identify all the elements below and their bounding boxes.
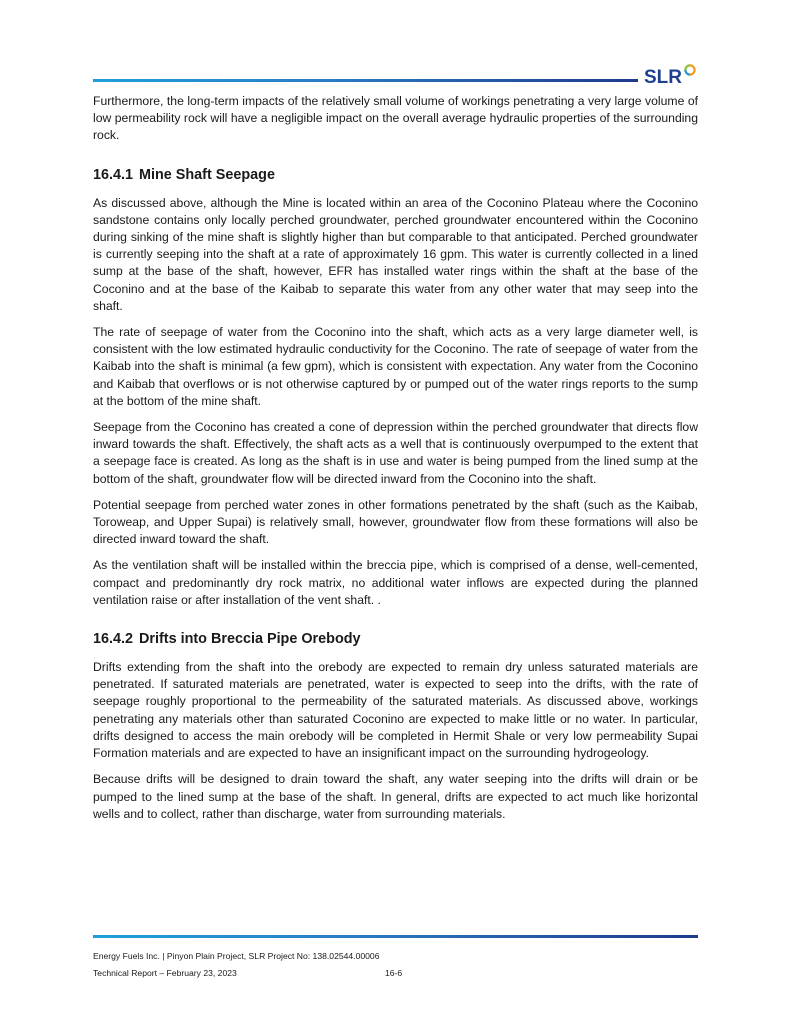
section-heading-drifts — [93, 630, 698, 648]
logo-swirl-icon — [685, 65, 694, 74]
paragraph: Because drifts will be designed to drain toward the shaft, any water seeping into the drifts will drain or be pumped to the lined sump at the base of the shaft. In general, drifts are expected to act much like horizontal wells and to collect, rather than discharge, water from surrounding materials. — [93, 772, 698, 821]
section-title: Mine Shaft Seepage — [139, 166, 275, 183]
header-rule — [93, 79, 638, 82]
footer-line-1 — [93, 951, 379, 962]
section-heading-mine-shaft-seepage — [93, 166, 698, 184]
paragraph: Drifts extending from the shaft into the orebody are expected to remain dry unless saturated materials are penetrated. If saturated materials are penetrated, water is expected to seep into the drifts, with the rate of seepage roughly proportional to the permeability of the saturated materials. As discussed above, workings penetrating any materials other than saturated Coconino are expected to make little or no water. In particular, drifts designed to access the main orebody will be completed in Hermit Shale or very low permeability Supai Formation materials and are expected to have an insignificant impact on the surrounding hydrogeology. — [93, 660, 698, 761]
section-number: 16.4.1 — [93, 166, 134, 183]
footer-report-date: Technical Report – February 23, 2023 — [93, 968, 237, 978]
paragraph: As the ventilation shaft will be installed within the breccia pipe, which is comprised of a dense, well-cemented, compact and predominantly dry rock matrix, no additional water inflows are expected during the planned ventilation raise or after installation of the vent shaft. . — [93, 558, 698, 607]
logo-text: SLR — [644, 67, 682, 88]
footer-line-2 — [93, 968, 403, 979]
section-number: 16.4.2 — [93, 631, 134, 648]
page-body — [93, 93, 698, 832]
paragraph: Potential seepage from perched water zones in other formations penetrated by the shaft (such as the Kaibab, Toroweap, and Upper Supai) is relatively small, however, groundwater flow from these formations will also be directed inward toward the shaft. — [93, 497, 698, 547]
section-title: Drifts into Breccia Pipe Orebody — [139, 631, 361, 648]
page-number: 16-6 — [385, 968, 403, 978]
footer-rule — [93, 935, 698, 938]
slr-logo — [644, 62, 700, 88]
paragraph: As discussed above, although the Mine is located within an area of the Coconino Plateau where the Coconino sandstone contains only locally perched groundwater, perched groundwater encountered within the Coconino during sinking of the mine shaft is slightly higher than but comparable to that anticipated. Perched groundwater is currently seeping into the shaft at a rate of approximately 16 gpm. This water is currently collected in a lined sump at the base of the shaft, however, EFR has installed water rings within the shaft at the base of the Coconino and at the base of the Kaibab to separate this water from any other water that may seep into the shaft. — [93, 195, 698, 313]
paragraph: The rate of seepage of water from the Coconino into the shaft, which acts as a very large diameter well, is consistent with the low estimated hydraulic conductivity for the Coconino. The rate of seepage of water from the Kaibab into the shaft is minimal (a few gpm), which is consistent with expectation. Any water from the Coconino and Kaibab that overflows or is not otherwise captured by or pumped out of the water rings reports to the sump at the bottom of the mine shaft. — [93, 325, 698, 408]
intro-paragraph: Furthermore, the long-term impacts of the relatively small volume of workings penetrating a very large volume of low permeability rock will have a negligible impact on the overall average hydraulic properties of the surrounding rock. — [93, 94, 698, 143]
footer-project-info: Energy Fuels Inc. | Pinyon Plain Project, SLR Project No: 138.02544.00006 — [93, 951, 380, 961]
paragraph: Seepage from the Coconino has created a cone of depression within the perched groundwater that directs flow inward towards the shaft. Effectively, the shaft acts as a well that is continuously overpumped to the extent that a seepage face is created. As long as the shaft is in use and water is being pumped from the lined sump at the bottom of the shaft, groundwater flow will be directed inward from the Coconino into the shaft. — [93, 420, 698, 486]
